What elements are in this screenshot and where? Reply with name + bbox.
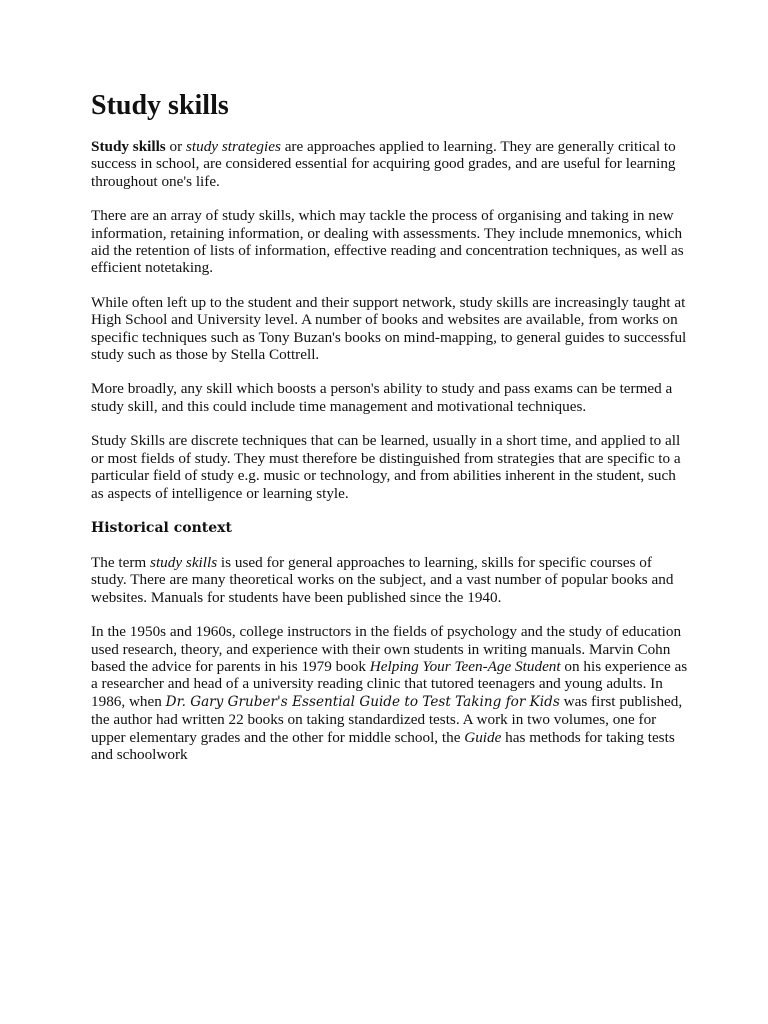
intro-connector: or	[165, 138, 186, 155]
history-paragraph-2	[91, 623, 691, 763]
history-p2-part3: was first published, the author had written 22 books on taking standardized tests. A work in two volumes, one for upper elementary grades and the other for middle school, the	[91, 692, 683, 746]
section-heading-historical-context: Historical context	[91, 519, 232, 536]
book-title-gruber-guide: Dr. Gary Gruber's Essential Guide to Test Taking for Kids	[165, 693, 560, 710]
paragraph-more-broadly: More broadly, any skill which boosts a person's ability to study and pass exams can be termed a study skill, and this could include time management and motivational techniques.	[91, 380, 673, 415]
term-study-strategies: study strategies	[185, 138, 281, 155]
intro-paragraph	[91, 138, 691, 190]
document-page	[91, 88, 691, 780]
term-study-skills-italic: study skills	[150, 553, 218, 571]
paragraph-array-of-skills: There are an array of study skills, which may tackle the process of organising and taking in new information, retaining information, or dealing with assessments. They include mnemonics, which aid the retention of lists of information, effective reading and concentration techniques, as well as efficient notetaking.	[91, 207, 684, 277]
term-study-skills: Study skills	[91, 138, 166, 155]
history-p1-after: is used for general approaches to learning, skills for specific courses of study. There are many theoretical works on the subject, and a vast number of popular books and websites. Manuals for students have been published since the 1940.	[91, 553, 674, 606]
intro-rest: are approaches applied to learning. They are generally critical to success in school, are considered essential for acquiring good grades, and are useful for learning throughout one's life.	[91, 138, 676, 190]
history-p2-part4: has methods for taking tests and schoolwork	[91, 728, 675, 763]
paragraph-taught-at-school: While often left up to the student and their support network, study skills are increasingly taught at High School and University level. A number of books and websites are available, from works on specific techniques such as Tony Buzan's books on mind-mapping, to general guides to successful study such as those by Stella Cottrell.	[91, 293, 687, 364]
history-p1-before: The term	[91, 553, 151, 571]
history-p2-part2: on his experience as a researcher and head of a university reading clinic that tutored teenagers and young adults. In 1986, when	[91, 657, 688, 710]
history-paragraph-1	[91, 554, 691, 606]
document-title: Study skills	[91, 90, 229, 121]
book-title-helping-your-teen-age-student: Helping Your Teen-Age Student	[369, 657, 561, 675]
paragraph-discrete-techniques: Study Skills are discrete techniques that can be learned, usually in a short time, and applied to all or most fields of study. They must therefore be distinguished from strategies that are specific to a particular field of study e.g. music or technology, and from abilities inherent in the student, such as aspects of intelligence or learning style.	[91, 432, 681, 502]
book-title-guide: Guide	[464, 728, 502, 746]
history-p2-part1: In the 1950s and 1960s, college instructors in the fields of psychology and the study of education used research, theory, and experience with their own students in writing manuals. Marvin Cohn based the advice for parents in his 1979 book	[91, 623, 682, 675]
